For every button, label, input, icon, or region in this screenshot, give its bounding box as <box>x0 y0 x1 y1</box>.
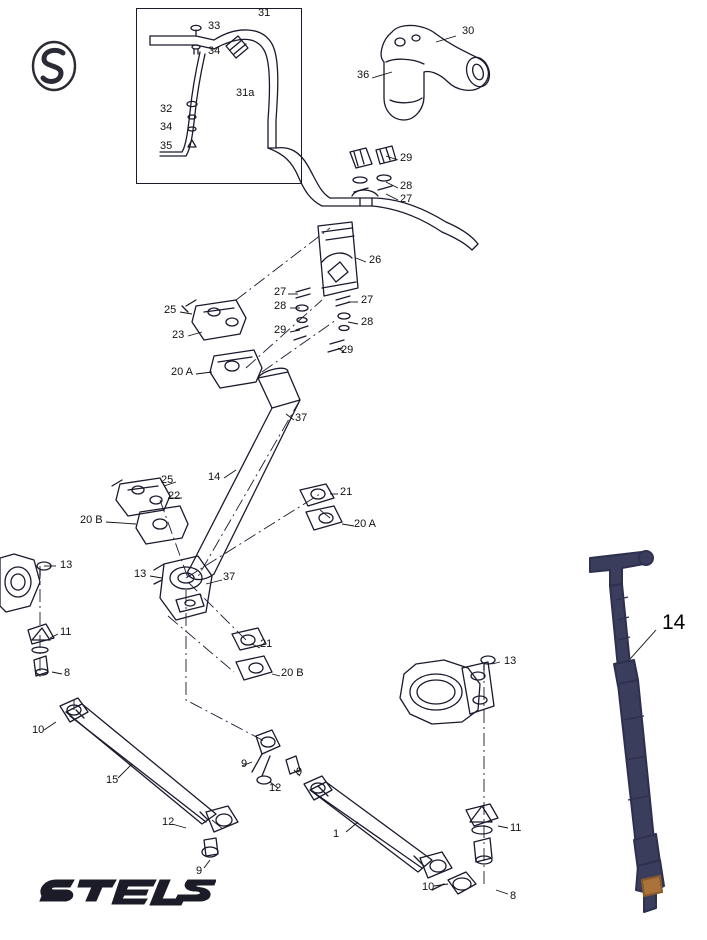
inset-label-31a: 31a <box>236 87 255 99</box>
callout-22: 22 <box>168 490 181 502</box>
callout-13-left: 13 <box>60 559 73 571</box>
callout-20b-left: 20 B <box>80 514 103 526</box>
callout-29-left: 29 <box>274 324 287 336</box>
callout-12-left: 12 <box>162 816 175 828</box>
callout-26: 26 <box>369 254 382 266</box>
callout-14-highlight: 14 <box>662 611 686 634</box>
inset-label-34-top: 34 <box>208 45 221 57</box>
callout-29-top: 29 <box>400 152 413 164</box>
callout-27-right: 27 <box>361 294 374 306</box>
callout-36: 36 <box>357 69 370 81</box>
callout-28-left: 28 <box>274 300 287 312</box>
callout-23: 23 <box>172 329 185 341</box>
callout-9-bottom: 9 <box>196 865 203 877</box>
callout-12-mid: 12 <box>269 782 282 794</box>
callout-13-right: 13 <box>504 655 517 667</box>
highlighted-steering-column-part <box>560 540 690 940</box>
callout-27-left: 27 <box>274 286 287 298</box>
callout-10-bottom: 10 <box>422 881 435 893</box>
callout-21-top: 21 <box>340 486 353 498</box>
callout-8-bottom: 8 <box>510 890 517 902</box>
callout-20a-bottom: 20 A <box>354 518 377 530</box>
callout-11-right: 11 <box>510 822 522 834</box>
inset-label-35: 35 <box>160 140 173 152</box>
callout-37-top: 37 <box>295 412 308 424</box>
inset-label-31: 31 <box>258 7 271 19</box>
inset-label-33: 33 <box>208 20 221 32</box>
callout-37-bottom: 37 <box>223 571 236 583</box>
callout-9-mid: 9 <box>241 758 248 770</box>
callout-29-right: 29 <box>341 344 354 356</box>
callout-28-right: 28 <box>361 316 374 328</box>
callout-14-inline: 14 <box>208 471 221 483</box>
callout-25-top: 25 <box>164 304 177 316</box>
callout-13-mid: 13 <box>134 568 147 580</box>
callout-21-bottom: 21 <box>260 638 273 650</box>
callout-11-left: 11 <box>60 626 72 638</box>
callout-20b-bottom: 20 B <box>281 667 304 679</box>
callout-10-upper: 10 <box>32 724 45 736</box>
callout-25-mid: 25 <box>161 474 174 486</box>
callout-1: 1 <box>333 828 340 840</box>
callout-9-right: 9 <box>296 766 303 778</box>
inset-label-32: 32 <box>160 103 173 115</box>
callout-27-top: 27 <box>400 193 413 205</box>
callout-20a-top: 20 A <box>171 366 194 378</box>
callout-8-upper: 8 <box>64 667 71 679</box>
callout-28-top: 28 <box>400 180 413 192</box>
inset-label-34-bottom: 34 <box>160 121 173 133</box>
callout-30: 30 <box>462 25 475 37</box>
callout-15: 15 <box>106 774 119 786</box>
